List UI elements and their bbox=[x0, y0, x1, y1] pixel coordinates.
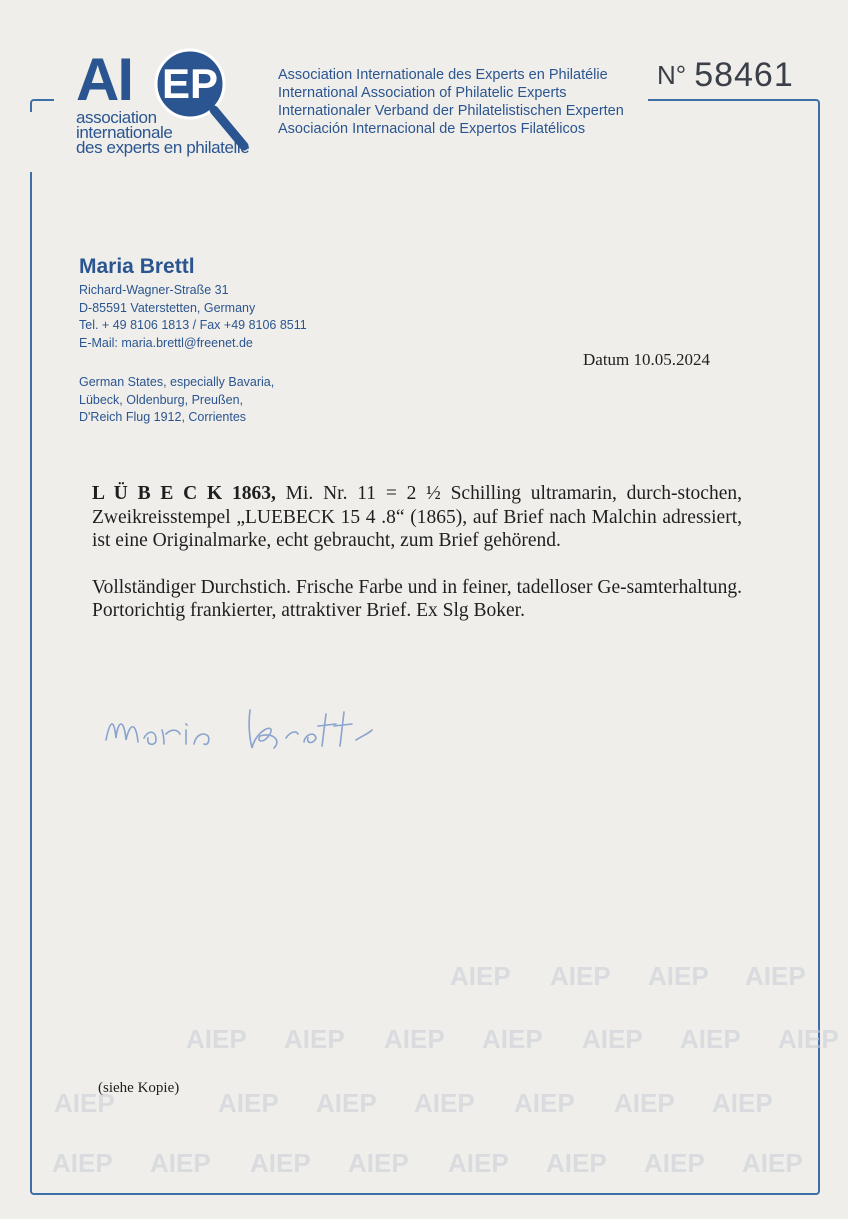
watermark-logo-tile: AIEP bbox=[150, 1148, 211, 1178]
association-names bbox=[278, 66, 624, 138]
certificate-body bbox=[92, 482, 742, 646]
watermark-logo-tile: AIEP bbox=[745, 961, 806, 991]
watermark-logo-tile: AIEP bbox=[648, 961, 709, 991]
watermark-logo-tile: AIEP bbox=[348, 1148, 409, 1178]
certificate-number bbox=[657, 56, 794, 95]
logo-tagline-line: des experts en philatelie bbox=[76, 138, 250, 157]
address-line: D-85591 Vaterstetten, Germany bbox=[79, 300, 256, 315]
logo-tagline-line: association bbox=[76, 108, 157, 127]
association-name-de: Internationaler Verband der Philatelistischen Experten bbox=[278, 103, 624, 119]
watermark-logo-tile: AIEP bbox=[742, 1148, 803, 1178]
number-prefix: N° bbox=[657, 60, 687, 90]
stamp-description: Mi. Nr. 11 = 2 ½ Schilling ultramarin, durch-stochen, Zweikreisstempel „LUEBECK 15 4 .8“ (1865), auf Brief nach Malchin adressiert, ist eine Originalmarke, echt gebraucht, zum Brief gehörend. bbox=[92, 483, 742, 551]
expert-name: Maria Brettl bbox=[79, 255, 195, 278]
watermark-logo-tile: AIEP bbox=[514, 1088, 575, 1118]
footer-note: (siehe Kopie) bbox=[98, 1080, 180, 1096]
watermark-logo-tile: AIEP bbox=[550, 961, 611, 991]
watermark-logo-tile: AIEP bbox=[680, 1024, 741, 1054]
association-name-fr: Association Internationale des Experts en Philatélie bbox=[278, 67, 608, 83]
aiep-logo bbox=[76, 42, 266, 164]
watermark-logo-tile: AIEP bbox=[52, 1148, 113, 1178]
specialty-line: D'Reich Flug 1912, Corrientes bbox=[79, 410, 247, 424]
association-name-en: International Association of Philatelic Experts bbox=[278, 85, 567, 101]
watermark-logo-tile: AIEP bbox=[778, 1024, 839, 1054]
watermark-logo-tile: AIEP bbox=[186, 1024, 247, 1054]
watermark-logo-tile: AIEP bbox=[384, 1024, 445, 1054]
watermark-logo-tile: AIEP bbox=[250, 1148, 311, 1178]
watermark-logo-tile: AIEP bbox=[316, 1088, 377, 1118]
watermark-logo-tile: AIEP bbox=[712, 1088, 773, 1118]
watermark-logo-tile: AIEP bbox=[614, 1088, 675, 1118]
watermark-logo-tile: AIEP bbox=[644, 1148, 705, 1178]
watermark-logo-tile: AIEP bbox=[482, 1024, 543, 1054]
handwritten-signature bbox=[100, 700, 390, 770]
watermark-logo-tile: AIEP bbox=[54, 1088, 115, 1118]
number-value: 58461 bbox=[694, 56, 794, 94]
watermark-logo-tile: AIEP bbox=[448, 1148, 509, 1178]
watermark-logo-tile: AIEP bbox=[450, 961, 511, 991]
description-paragraph bbox=[92, 482, 742, 553]
watermark-logo-tile: AIEP bbox=[414, 1088, 475, 1118]
svg-text:EP: EP bbox=[161, 60, 219, 107]
logo-tagline-line: internationale bbox=[76, 123, 173, 142]
watermark-logo-tile: AIEP bbox=[582, 1024, 643, 1054]
expert-specialties bbox=[79, 374, 274, 427]
expert-address bbox=[79, 282, 307, 352]
address-line: Richard-Wagner-Straße 31 bbox=[79, 283, 229, 297]
stamp-title: L Ü B E C K 1863, bbox=[92, 483, 276, 504]
specialty-line: Lübeck, Oldenburg, Preußen, bbox=[79, 392, 243, 407]
specialty-line: German States, especially Bavaria, bbox=[79, 375, 275, 389]
association-name-es: Asociación Internacional de Expertos Filatélicos bbox=[278, 121, 586, 137]
condition-paragraph: Vollständiger Durchstich. Frische Farbe und in feiner, tadelloser Ge-samterhaltung. Portorichtig frankierter, attraktiver Brief. Ex Slg Boker. bbox=[92, 576, 742, 621]
watermark-logo-tile: AIEP bbox=[546, 1148, 607, 1178]
frame-gap-left bbox=[22, 112, 38, 172]
certificate-date: Datum 10.05.2024 bbox=[583, 350, 711, 369]
watermark-logo-tile: AIEP bbox=[218, 1088, 279, 1118]
email-line: E-Mail: maria.brettl@freenet.de bbox=[79, 335, 253, 350]
watermark-logo-tile: AIEP bbox=[284, 1024, 345, 1054]
phone-line: Tel. + 49 8106 1813 / Fax +49 8106 8511 bbox=[79, 318, 307, 332]
logo-tagline bbox=[76, 110, 249, 155]
logo-mark-text: AI bbox=[76, 46, 132, 113]
